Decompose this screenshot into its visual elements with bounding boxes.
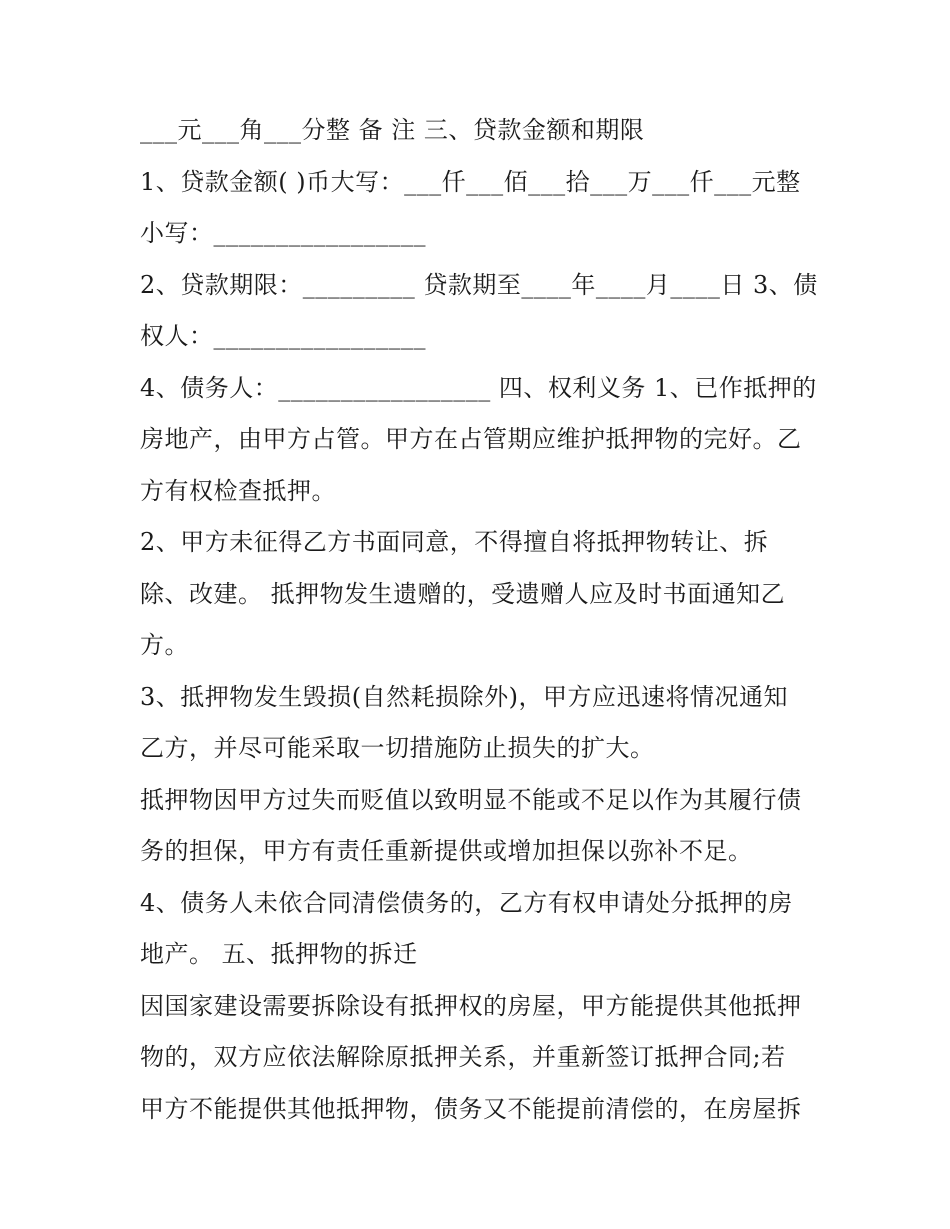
text-line: 权人：_________________ xyxy=(140,322,426,350)
text-line: 乙方，并尽可能采取一切措施防止损失的扩大。 xyxy=(140,734,655,762)
text-line: 1、贷款金额( )币大写：___仟___佰___拾___万___仟___元整 xyxy=(140,167,801,196)
text-line: 2、甲方未征得乙方书面同意，不得擅自将抵押物转让、拆 xyxy=(140,528,769,556)
text-line: 务的担保，甲方有责任重新提供或增加担保以弥补不足。 xyxy=(140,837,753,865)
text-line: 地产。 五、抵押物的拆迁 xyxy=(140,940,418,968)
text-line: 抵押物因甲方过失而贬值以致明显不能或不足以作为其履行债 xyxy=(140,785,802,814)
text-line: 方。 xyxy=(140,631,189,659)
text-line: 4、债务人：_________________ 四、权利义务 1、已作抵押的 xyxy=(140,373,817,402)
text-line: ___元___角___分整 备 注 三、贷款金额和期限 xyxy=(140,116,645,144)
text-line: 4、债务人未依合同清偿债务的，乙方有权申请处分抵押的房 xyxy=(140,888,793,917)
text-line: 除、改建。 抵押物发生遗赠的，受遗赠人应及时书面通知乙 xyxy=(140,579,786,608)
text-line: 甲方不能提供其他抵押物，债务又不能提前清偿的，在房屋拆 xyxy=(140,1094,802,1123)
text-line: 2、贷款期限：_________ 贷款期至____年____月____日 3、债 xyxy=(140,270,818,299)
text-line: 方有权检查抵押。 xyxy=(140,476,336,505)
text-line: 物的，双方应依法解除原抵押关系，并重新签订抵押合同;若 xyxy=(140,1043,786,1071)
document-body xyxy=(140,105,820,1135)
text-line: 3、抵押物发生毁损(自然耗损除外)，甲方应迅速将情况通知 xyxy=(140,682,788,711)
text-line: 因国家建设需要拆除设有抵押权的房屋，甲方能提供其他抵押 xyxy=(140,991,802,1020)
text-line: 房地产，由甲方占管。甲方在占管期应维护抵押物的完好。乙 xyxy=(140,425,802,453)
text-line: 小写：_________________ xyxy=(140,219,426,247)
